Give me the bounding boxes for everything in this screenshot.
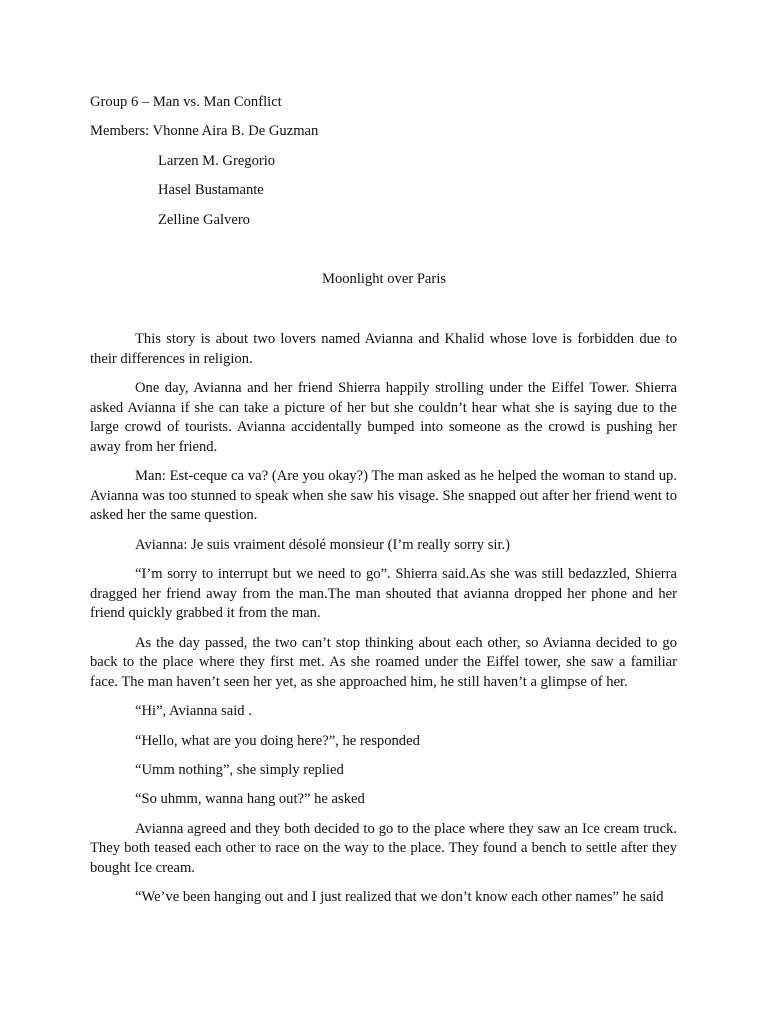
story-paragraph: This story is about two lovers named Avianna and Khalid whose love is forbidden due to their differences in religion.: [90, 331, 677, 367]
story-paragraph: Avianna agreed and they both decided to go to the place where they saw an Ice cream truck. They both teased each other to race on the way to the place. They found a bench to settle after they bought Ice cream.: [90, 820, 677, 877]
member-name: Hasel Bustamante: [158, 182, 264, 198]
story-paragraph: One day, Avianna and her friend Shierra happily strolling under the Eiffel Tower. Shierra asked Avianna if she can take a picture of her but she couldn’t hear what she is saying due to the large crowd of tourists. Avianna accidentally bumped into someone as the crowd is pushing her away from her friend.: [90, 379, 677, 455]
story-paragraph: “Hello, what are you doing here?”, he responded: [135, 732, 420, 749]
story-paragraph: “Umm nothing”, she simply replied: [135, 762, 344, 779]
member-name: Larzen M. Gregorio: [158, 153, 276, 169]
story-paragraph: “I’m sorry to interrupt but we need to go”. Shierra said.As she was still bedazzled, Shierra dragged her friend away from the man.The man shouted that avianna dropped her phone and her friend quickly grabbed it from the man.: [90, 566, 677, 622]
story-paragraph: “Hi”, Avianna said .: [135, 703, 252, 720]
story-paragraph: “So uhmm, wanna hang out?” he asked: [135, 791, 365, 808]
story-paragraph: As the day passed, the two can’t stop thinking about each other, so Avianna decided to go back to the place where they first met. As she roamed under the Eiffel tower, she saw a familiar face. The man haven’t seen her yet, as she approached him, he still haven’t a glimpse of her.: [90, 634, 677, 690]
story-title: Moonlight over Paris: [321, 271, 447, 287]
story-paragraph: “We’ve been hanging out and I just realized that we don’t know each other names” he said: [135, 889, 664, 906]
story-paragraph: Avianna: Je suis vraiment désolé monsieur (I’m really sorry sir.): [135, 536, 511, 553]
member-name: Zelline Galvero: [158, 212, 250, 228]
story-body: [90, 330, 677, 908]
members-line: Members: Vhonne Aira B. De Guzman: [90, 123, 319, 139]
story-paragraph: Man: Est-ceque ca va? (Are you okay?) The man asked as he helped the woman to stand up. Avianna was too stunned to speak when she saw his visage. She snapped out after her friend went to asked her the same question.: [90, 468, 677, 524]
group-heading: Group 6 – Man vs. Man Conflict: [90, 94, 282, 110]
